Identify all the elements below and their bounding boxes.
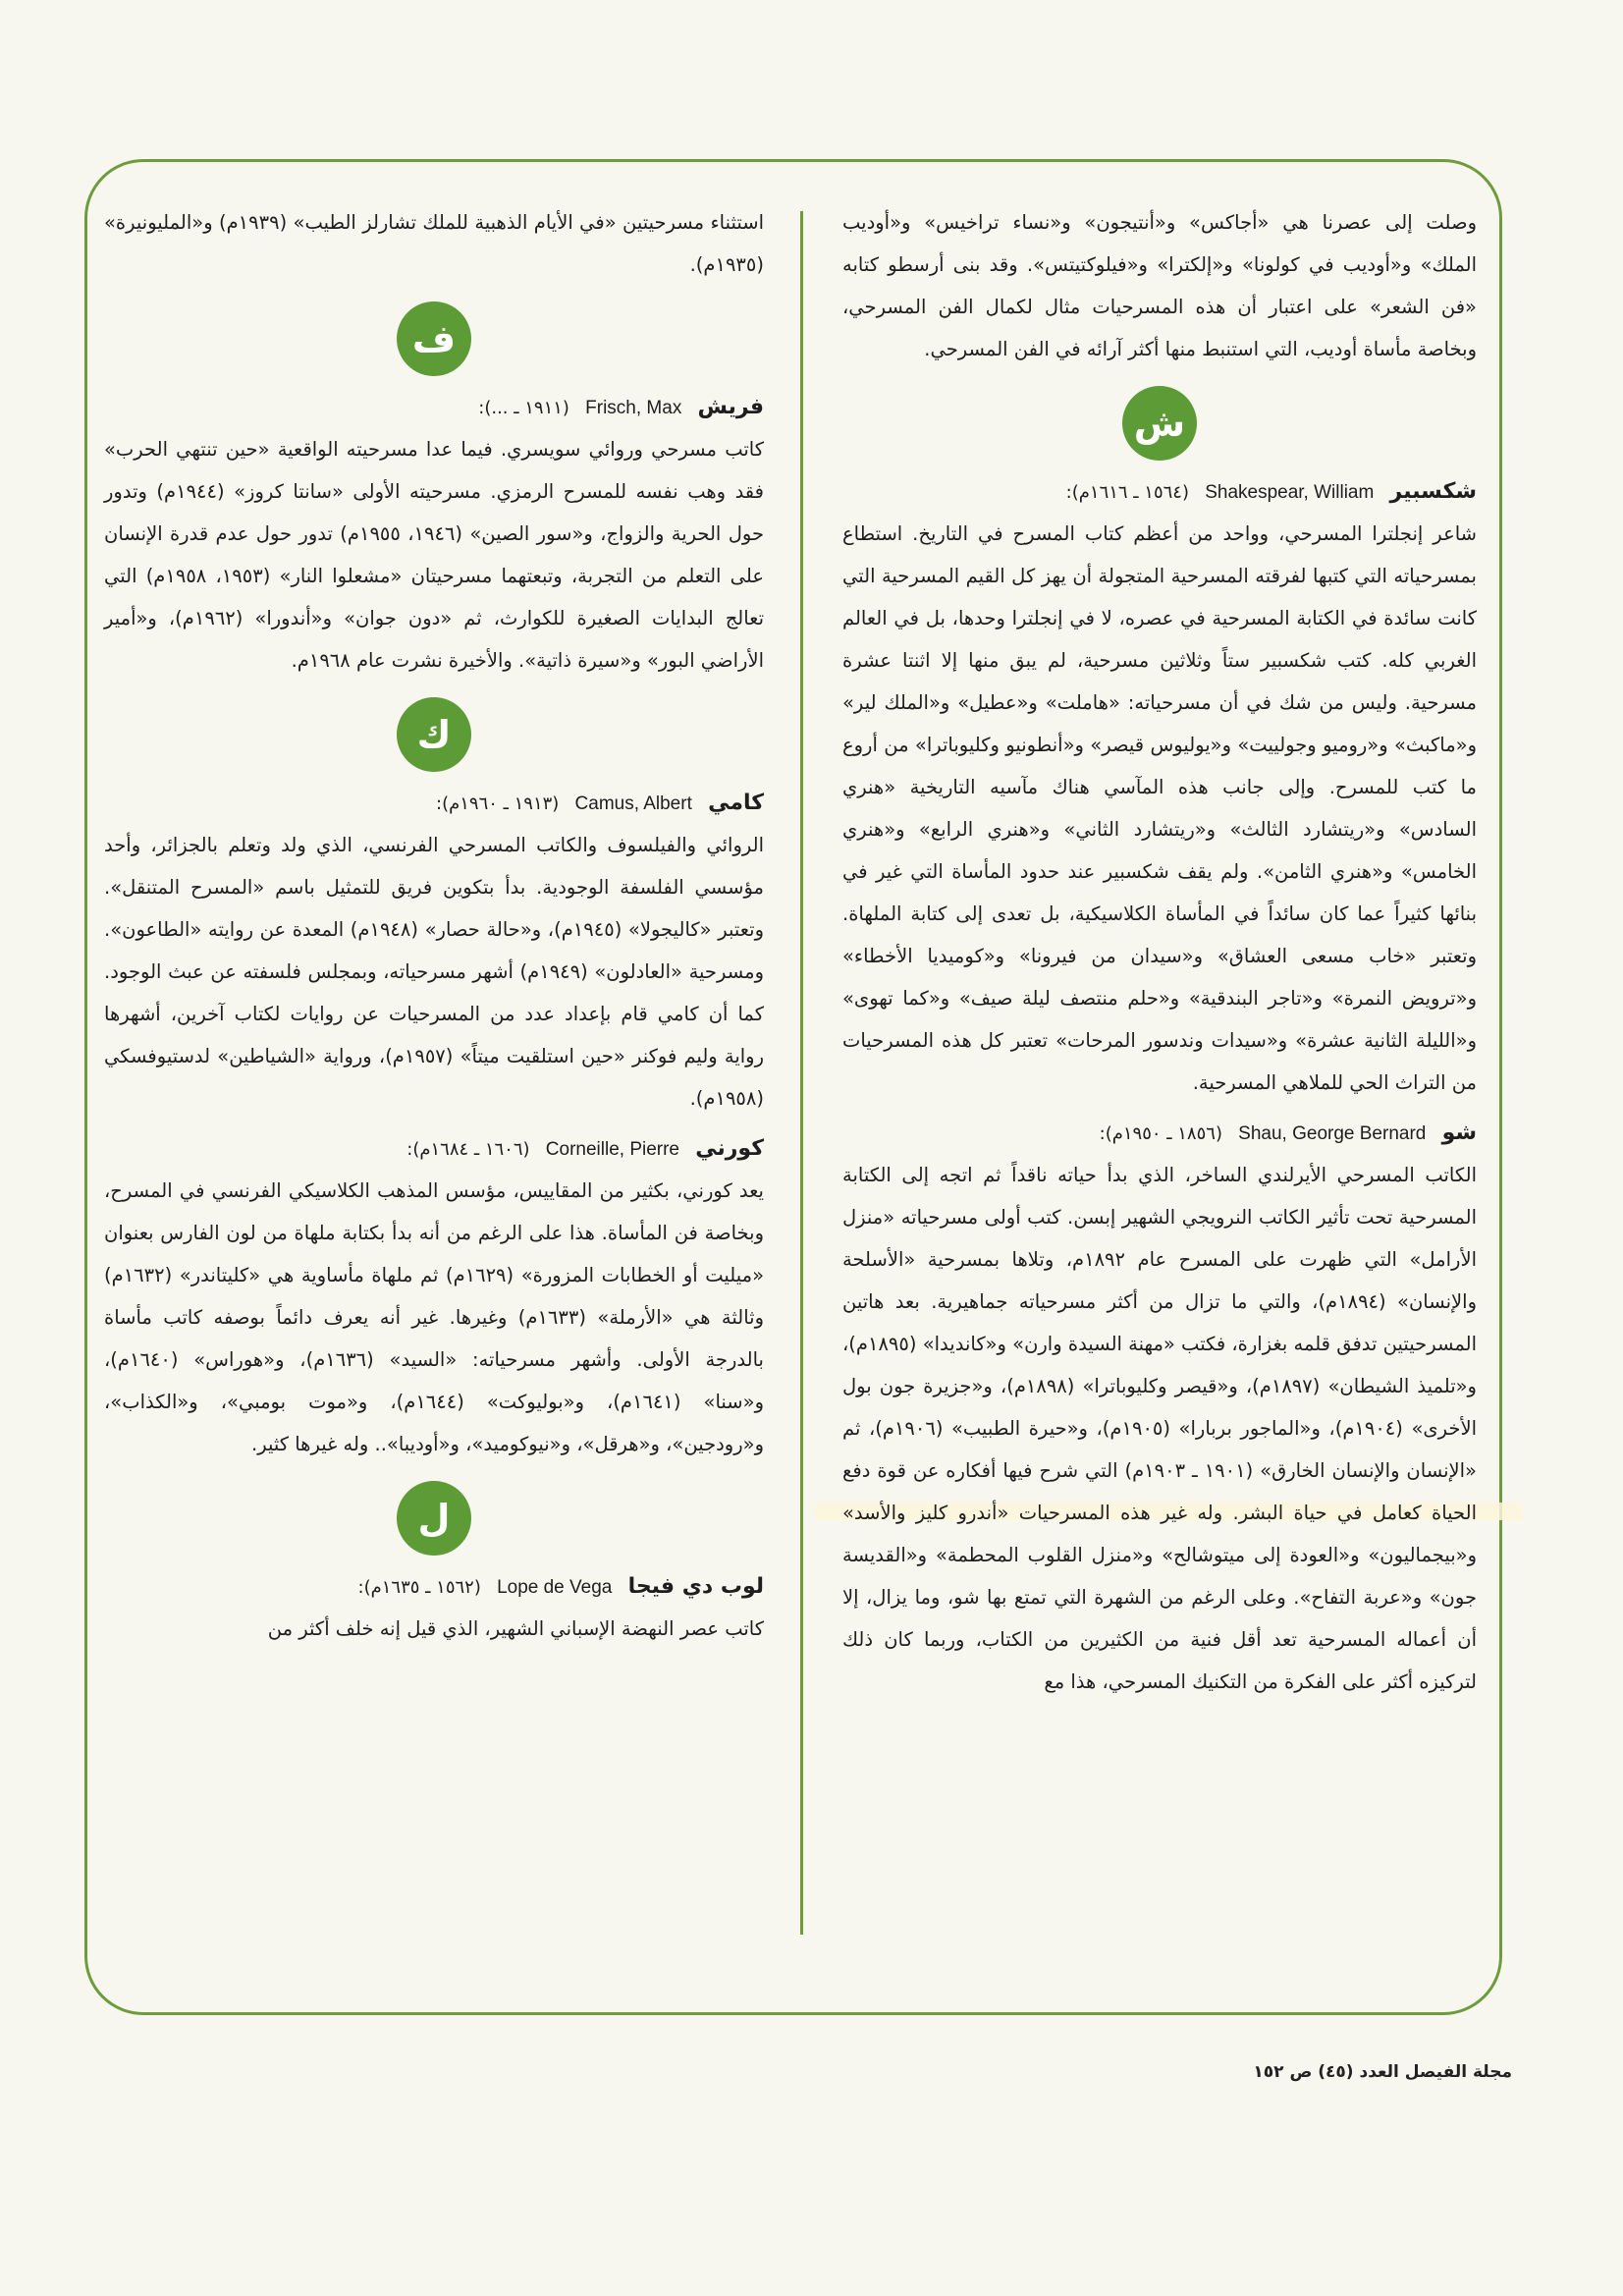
letter-badge-f	[397, 301, 471, 376]
intro-paragraph: استثناء مسرحيتين «في الأيام الذهبية للملك تشارلز الطيب» (١٩٣٩م) و«المليونيرة» (١٩٣٥م).	[104, 211, 764, 276]
entry-name: شو	[1441, 1121, 1477, 1145]
badge-letter: ك	[416, 713, 452, 756]
entry-latin-name: Frisch, Max	[585, 398, 682, 418]
entry-body-shakespeare: شاعر إنجلترا المسرحي، وواحد من أعظم كتاب المسرح في التاريخ. استطاع بمسرحياته التي كتبها لفرقته المسرحية المتجولة أن يهز كل القيم المسرحية التي كانت سائدة في الكتابة المسرحية في عصره، لا في إنجلترا وحدها، بل في العالم الغربي كله. كتب شكسبير ستاً وثلاثين مسرحية، لم يبق منها إلا اثنتا عشرة مسرحية. وليس من شك في أن مسرحياته: «هاملت» و«عطيل» و«الملك لير» و«ماكبث» و«روميو وجولييت» و«يوليوس قيصر» و«أنطونيو وكليوباترا» من أروع ما كتب للمسرح. وإلى جانب هذه المآسي هناك مآسيه التاريخية «هنري السادس» و«ريتشارد الثالث» و«ريتشارد الثاني» و«هنري الرابع» و«هنري الخامس» و«هنري الثامن». ولم يقف شكسبير عند حدود المأساة التي غير في بنائها كثيراً عما كان سائداً في المأساة الكلاسيكية، بل تعدى إلى كتابة الملهاة. وتعتبر «خاب مسعى العشاق» و«سيدان من فيرونا» و«كوميديا الأخطاء» و«ترويض النمرة» و«تاجر البندقية» و«حلم منتصف ليلة صيف» و«كما تهوى» و«الليلة الثانية عشرة» و«سيدات وندسور المرحات» تعتبر كل هذه المسرحيات من التراث الحي للملاهي المسرحية.	[842, 522, 1477, 1094]
left-column	[104, 201, 764, 1650]
entry-body-corneille: يعد كورني، بكثير من المقاييس، مؤسس المذهب الكلاسيكي الفرنسي في المسرح، وبخاصة فن المأساة. هذا على الرغم من أنه بدأ بكتابة ملهاة من لون الفارس بعنوان «ميليت أو الخطابات المزورة» (١٦٢٩م) ثم ملهاة مأساوية هي «كليتاندر» (١٦٣٢م) وثالثة هي «الأرملة» (١٦٣٣م) وغيرها. غير أنه يعرف دائماً بوصفه كاتب مأساة بالدرجة الأولى. وأشهر مسرحياته: «السيد» (١٦٣٦م)، و«هوراس» (١٦٤٠م)، و«سنا» (١٦٤١م)، و«بوليوكت» (١٦٤٤م)، و«موت بومبي»، و«الكذاب»، و«رودجين»، و«هرقل»، و«نيوكوميد»، و«أوديبا».. وله غيرها كثير.	[104, 1179, 764, 1455]
entry-dates: (١٩١٣ ـ ١٩٦٠م):	[436, 793, 560, 814]
entry-latin-name: Shakespear, William	[1205, 482, 1375, 503]
badge-letter: ل	[417, 1497, 451, 1540]
entry-name: كامي	[708, 791, 764, 815]
entry-latin-name: Shau, George Bernard	[1238, 1123, 1427, 1144]
entry-body-shaw: الكاتب المسرحي الأيرلندي الساخر، الذي بدأ حياته ناقداً ثم اتجه إلى الكتابة المسرحية تحت تأثير الكاتب النرويجي الشهير إبسن. كتب أولى مسرحياته «منزل الأرامل» التي ظهرت على المسرح عام ١٨٩٢م، وتلاها بمسرحية «الأسلحة والإنسان» (١٨٩٤م)، والتي ما تزال من أكثر مسرحياته جماهيرية. بعد هاتين المسرحيتين تدفق قلمه بغزارة، فكتب «مهنة السيدة وارن» و«كانديدا» (١٨٩٥م)، و«تلميذ الشيطان» (١٨٩٧م)، و«قيصر وكليوباترا» (١٨٩٨م)، و«جزيرة جون بول الأخرى» (١٩٠٤م)، و«الماجور بربارا» (١٩٠٥م)، و«حيرة الطبيب» (١٩٠٦م)، ثم «الإنسان والإنسان الخارق» (١٩٠١ ـ ١٩٠٣م) التي شرح فيها أفكاره عن قوة دفع الحياة كعامل في حياة البشر. وله غير هذه المسرحيات «أندرو كليز والأسد» و«بيجماليون» و«العودة إلى ميتوشالح» و«منزل القلوب المحطمة» و«القديسة جون» و«عربة التفاح». وعلى الرغم من الشهرة التي تمتع بها شو، وما يزال، إلا أن أعماله المسرحية تعد أقل فنية من الكثيرين من الكتاب، وربما كان ذلك لتركيزه أكثر على الفكرة من التكنيك المسرحي، هذا مع	[842, 1164, 1477, 1693]
entry-name: كورني	[695, 1136, 764, 1161]
entry-dates: (١٥٦٢ ـ ١٦٣٥م):	[357, 1577, 481, 1598]
letter-badge-l	[397, 1481, 471, 1556]
entry-latin-name: Corneille, Pierre	[545, 1139, 680, 1160]
entry-dates: (١٥٦٤ ـ ١٦١٦م):	[1065, 482, 1189, 503]
intro-paragraph: وصلت إلى عصرنا هي «أجاكس» و«أنتيجون» و«نساء تراخيس» و«أوديب الملك» و«أوديب في كولونا» و«إلكترا» و«فيلوكتيتس». وقد بنى أرسطو كتابه «فن الشعر» على اعتبار أن هذه المسرحيات مثال لكمال الفن المسرحي، وبخاصة مأساة أوديب، التي استنبط منها أكثر آرائه في الفن المسرحي.	[842, 211, 1477, 360]
entry-body-camus: الروائي والفيلسوف والكاتب المسرحي الفرنسي، الذي ولد وتعلم بالجزائر، وأحد مؤسسي الفلسفة الوجودية. بدأ بتكوين فريق للتمثيل باسم «المسرح المتنقل». وتعتبر «كاليجولا» (١٩٤٥م)، و«حالة حصار» (١٩٤٨م) المعدة عن روايته «الطاعون». ومسرحية «العادلون» (١٩٤٩م) أشهر مسرحياته، وبمجلس فلسفته عن عبث الوجود. كما أن كامي قام بإعداد عدد من المسرحيات عن روايات لكتاب آخرين، أشهرها رواية وليم فوكنر «حين استلقيت ميتاً» (١٩٥٧م)، ورواية «الشياطين» لدستيوفسكي (١٩٥٨م).	[104, 834, 764, 1110]
entry-body-frisch: كاتب مسرحي وروائي سويسري. فيما عدا مسرحيته الواقعية «حين تنتهي الحرب» فقد وهب نفسه للمسرح الرمزي. مسرحيته الأولى «سانتا كروز» (١٩٤٤م) وتدور حول الحرية والزواج، و«سور الصين» (١٩٤٦، ١٩٥٥م) تدور حول عدم قدرة الإنسان على التعلم من التجربة، وتبعتهما مسرحيتان «مشعلوا النار» (١٩٥٣، ١٩٥٨م) التي تعالج البدايات الصغيرة للكوارث، ثم «دون جوان» و«أندورا» (١٩٦٢م)، و«أمير الأراضي البور» و«سيرة ذاتية». والأخيرة نشرت عام ١٩٦٨م.	[104, 438, 765, 672]
entry-name: فريش	[697, 395, 764, 419]
entry-body-lope: كاتب عصر النهضة الإسباني الشهير، الذي قيل إنه خلف أكثر من	[267, 1617, 764, 1640]
entry-latin-name: Lope de Vega	[497, 1577, 613, 1598]
entry-heading-frisch	[104, 388, 764, 428]
entry-heading-shaw	[842, 1114, 1477, 1154]
entry-dates: (١٨٥٦ ـ ١٩٥٠م):	[1099, 1123, 1222, 1144]
entry-heading-corneille	[104, 1129, 764, 1170]
entry-latin-name: Camus, Albert	[574, 793, 692, 814]
entry-heading-shakespeare	[842, 472, 1477, 513]
letter-badge-sh	[1122, 386, 1197, 461]
entry-dates: (١٩١١ ـ ...):	[478, 398, 569, 418]
letter-badge-k	[397, 697, 471, 772]
page-footer: مجلة الفيصل العدد (٤٥) ص ١٥٢	[1253, 2062, 1512, 2082]
entry-name: شكسبير	[1389, 479, 1477, 504]
entry-heading-camus	[104, 784, 764, 824]
entry-heading-lope	[104, 1567, 764, 1608]
right-column	[842, 201, 1477, 1703]
column-divider	[800, 211, 803, 1935]
badge-letter: ش	[1133, 402, 1186, 445]
badge-letter: ف	[411, 317, 457, 360]
entry-dates: (١٦٠٦ ـ ١٦٨٤م):	[406, 1139, 530, 1160]
entry-name: لوب دي فيجا	[627, 1574, 764, 1599]
